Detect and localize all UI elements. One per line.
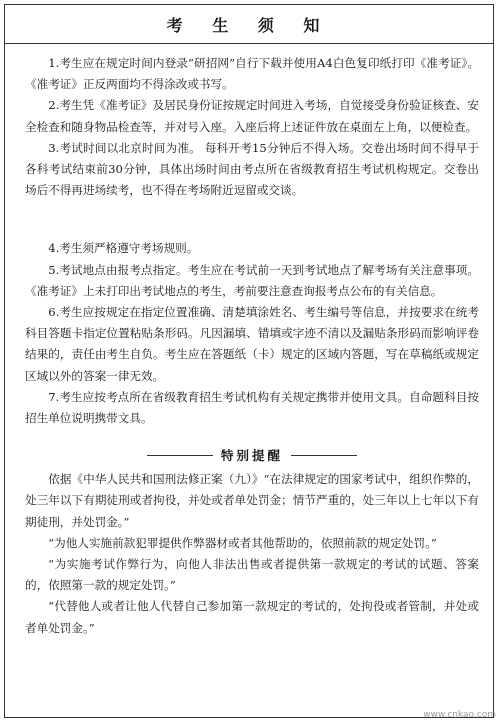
right-dash-divider — [291, 455, 357, 456]
notice-item-2: 2.考生凭《准考证》及居民身份证按规定时间进入考场，自觉接受身份验证核查、安全检查和随身物品检查等，并对号入座。入座后将上述证件放在桌面左上角，以便检查。 — [25, 98, 479, 134]
page-title: 考 生 须 知 — [166, 15, 332, 35]
notice-item-6: 6.考生应按规定在指定位置准确、清楚填涂姓名、考生编号等信息，并按要求在统考科目答题卡指定位置粘贴条形码。凡因漏填、错填或字迹不清以及漏贴条形码而影响评卷结果的，责任由考生自负。考生应在答题纸（卡）规定的区域内答题，写在草稿纸或规定区域以外的答案一律无效。 — [25, 305, 479, 383]
notice-item-7: 7.考生应按考点所在省级教育招生考试机构有关规定携带并使用文具。自命题科目按招生单位说明携带文具。 — [25, 389, 479, 426]
notice-item-5: 5.考试地点由报考点指定。考生应在考试前一天到考试地点了解考场有关注意事项。《准考证》上未打印出考试地点的考生，考前要注意查询报考点公布的有关信息。 — [25, 262, 479, 298]
reminder-paragraph-1: 依据《中华人民共和国刑法修正案（九）》“在法律规定的国家考试中，组织作弊的，处三年以下有期徒刑或者拘役，并处或者单处罚金；情节严重的，处三年以上七年以下有期徒刑，并处罚金。” — [25, 472, 479, 529]
title-row — [5, 5, 493, 44]
left-dash-divider — [147, 455, 213, 456]
reminder-heading — [25, 443, 479, 467]
reminder-paragraph-4: “代替他人或者让他人代替自己参加第一款规定的考试的，处拘役或者管制，并处或者单处罚金。” — [25, 599, 479, 635]
notice-item-4: 4.考生须严格遵守考场规则。 — [48, 241, 199, 256]
watermark: www.cnkao.com — [423, 710, 496, 720]
reminder-title: 特别提醒 — [220, 447, 283, 463]
notice-body — [25, 53, 479, 639]
notice-item-1: 1.考生应在规定时间内登录“研招网”自行下载并使用A4白色复印纸打印《准考证》。《准考证》正反两面均不得涂改或书写。 — [25, 56, 479, 92]
notice-frame — [4, 4, 494, 718]
reminder-paragraph-2: “为他人实施前款犯罪提供作弊器材或者其他帮助的，依照前款的规定处罚。” — [48, 535, 437, 550]
reminder-paragraph-3: “为实施考试作弊行为，向他人非法出售或者提供第一款规定的考试的试题、答案的，依照第一款的规定处罚。” — [25, 557, 479, 593]
notice-item-3: 3.考试时间以北京时间为准。 每科开考15分钟后不得入场。交卷出场时间不得早于各科考试结束前30分钟，具体出场时间由考点所在省级教育招生考试机构规定。交卷出场后不得再进场续考，也不得在考场附近逗留或交谈。 — [25, 140, 479, 198]
